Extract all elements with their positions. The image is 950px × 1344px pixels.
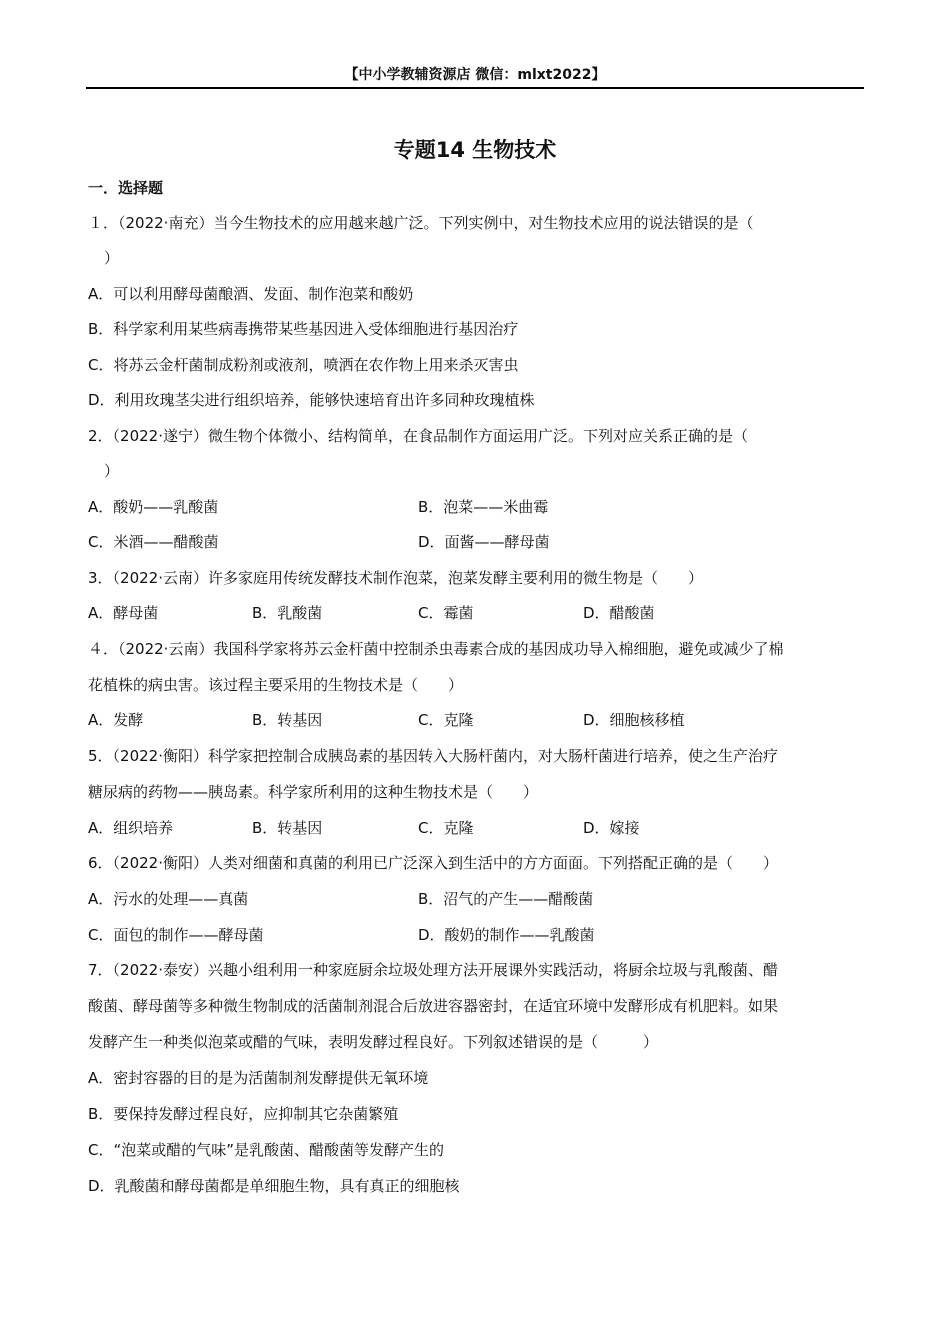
question-7-text-cont-1: 酸菌、酵母菌等多种微生物制成的活菌制剂混合后放进容器密封，在适宜环境中发酵形成有机肥料。如果 (88, 997, 779, 1015)
page-title: 专题14 生物技术 (393, 138, 557, 162)
question-4-option-c: C．克隆 (418, 711, 474, 729)
header-divider (86, 87, 864, 89)
question-4-text-cont: 花植株的病虫害。该过程主要采用的生物技术是（ ） (88, 676, 464, 694)
question-3-text: 3．（2022·云南）许多家庭用传统发酵技术制作泡菜，泡菜发酵主要利用的微生物是（ ） (88, 569, 703, 587)
question-7-option-b: B．要保持发酵过程良好，应抑制其它杂菌繁殖 (88, 1105, 399, 1123)
question-4-option-b: B．转基因 (252, 711, 323, 729)
question-2-text: 2．（2022·遂宁）微生物个体微小、结构简单，在食品制作方面运用广泛。下列对应关系正确的是（ (88, 427, 748, 445)
question-4-text: ４．（2022·云南）我国科学家将苏云金杆菌中控制杀虫毒素合成的基因成功导入棉细胞，避免或减少了棉 (88, 640, 784, 658)
question-1-option-a: A．可以利用酵母菌酿酒、发面、制作泡菜和酸奶 (88, 285, 414, 303)
question-6-option-a: A．污水的处理——真菌 (88, 890, 249, 908)
question-5-option-a: A．组织培养 (88, 819, 174, 837)
question-5-option-d: D．嫁接 (583, 819, 640, 837)
question-2-option-b: B．泡菜——米曲霉 (418, 498, 549, 516)
question-7-option-c: C．“泡菜或醋的气味”是乳酸菌、醋酸菌等发酵产生的 (88, 1141, 445, 1159)
section-heading: 一．选择题 (88, 179, 164, 197)
question-6-option-b: B．沼气的产生——醋酸菌 (418, 890, 594, 908)
question-2-option-c: C．米酒——醋酸菌 (88, 533, 219, 551)
question-6-option-c: C．面包的制作——酵母菌 (88, 926, 264, 944)
question-2-text-cont: ） (104, 462, 120, 480)
question-7-option-a: A．密封容器的目的是为活菌制剂发酵提供无氧环境 (88, 1069, 429, 1087)
question-1-option-c: C．将苏云金杆菌制成粉剂或液剂，喷洒在农作物上用来杀灭害虫 (88, 356, 519, 374)
question-6-text: 6．（2022·衡阳）人类对细菌和真菌的利用已广泛深入到生活中的方方面面。下列搭配正确的是（ ） (88, 854, 778, 872)
question-5-text-cont: 糖尿病的药物——胰岛素。科学家所利用的这种生物技术是（ ） (88, 783, 539, 801)
question-3-option-c: C．霉菌 (418, 604, 474, 622)
question-1-text: １．（2022·南充）当今生物技术的应用越来越广泛。下列实例中，对生物技术应用的说法错误的是（ (88, 214, 754, 232)
question-1-option-b: B．科学家利用某些病毒携带某些基因进入受体细胞进行基因治疗 (88, 320, 519, 338)
question-4-option-a: A．发酵 (88, 711, 144, 729)
question-5-option-c: C．克隆 (418, 819, 474, 837)
question-7-text-cont-2: 发酵产生一种类似泡菜或醋的气味，表明发酵过程良好。下列叙述错误的是（ ） (88, 1033, 659, 1051)
question-5-text: 5．（2022·衡阳）科学家把控制合成胰岛素的基因转入大肠杆菌内，对大肠杆菌进行培养，使之生产治疗 (88, 747, 778, 765)
question-5-option-b: B．转基因 (252, 819, 323, 837)
question-6-option-d: D．酸奶的制作——乳酸菌 (418, 926, 595, 944)
question-3-option-b: B．乳酸菌 (252, 604, 323, 622)
question-2-option-a: A．酸奶——乳酸菌 (88, 498, 219, 516)
question-3-option-d: D．醋酸菌 (583, 604, 655, 622)
question-1-text-cont: ） (104, 249, 120, 267)
question-4-option-d: D．细胞核移植 (583, 711, 685, 729)
question-7-option-d: D．乳酸菌和酵母菌都是单细胞生物，具有真正的细胞核 (88, 1177, 460, 1195)
question-1-option-d: D．利用玫瑰茎尖进行组织培养，能够快速培育出许多同种玫瑰植株 (88, 391, 535, 409)
question-7-text: 7．（2022·泰安）兴趣小组利用一种家庭厨余垃圾处理方法开展课外实践活动，将厨余垃圾与乳酸菌、醋 (88, 961, 778, 979)
question-3-option-a: A．酵母菌 (88, 604, 159, 622)
question-2-option-d: D．面酱——酵母菌 (418, 533, 550, 551)
page-header: 【中小学教辅资源店 微信：mlxt2022】 (344, 67, 606, 83)
